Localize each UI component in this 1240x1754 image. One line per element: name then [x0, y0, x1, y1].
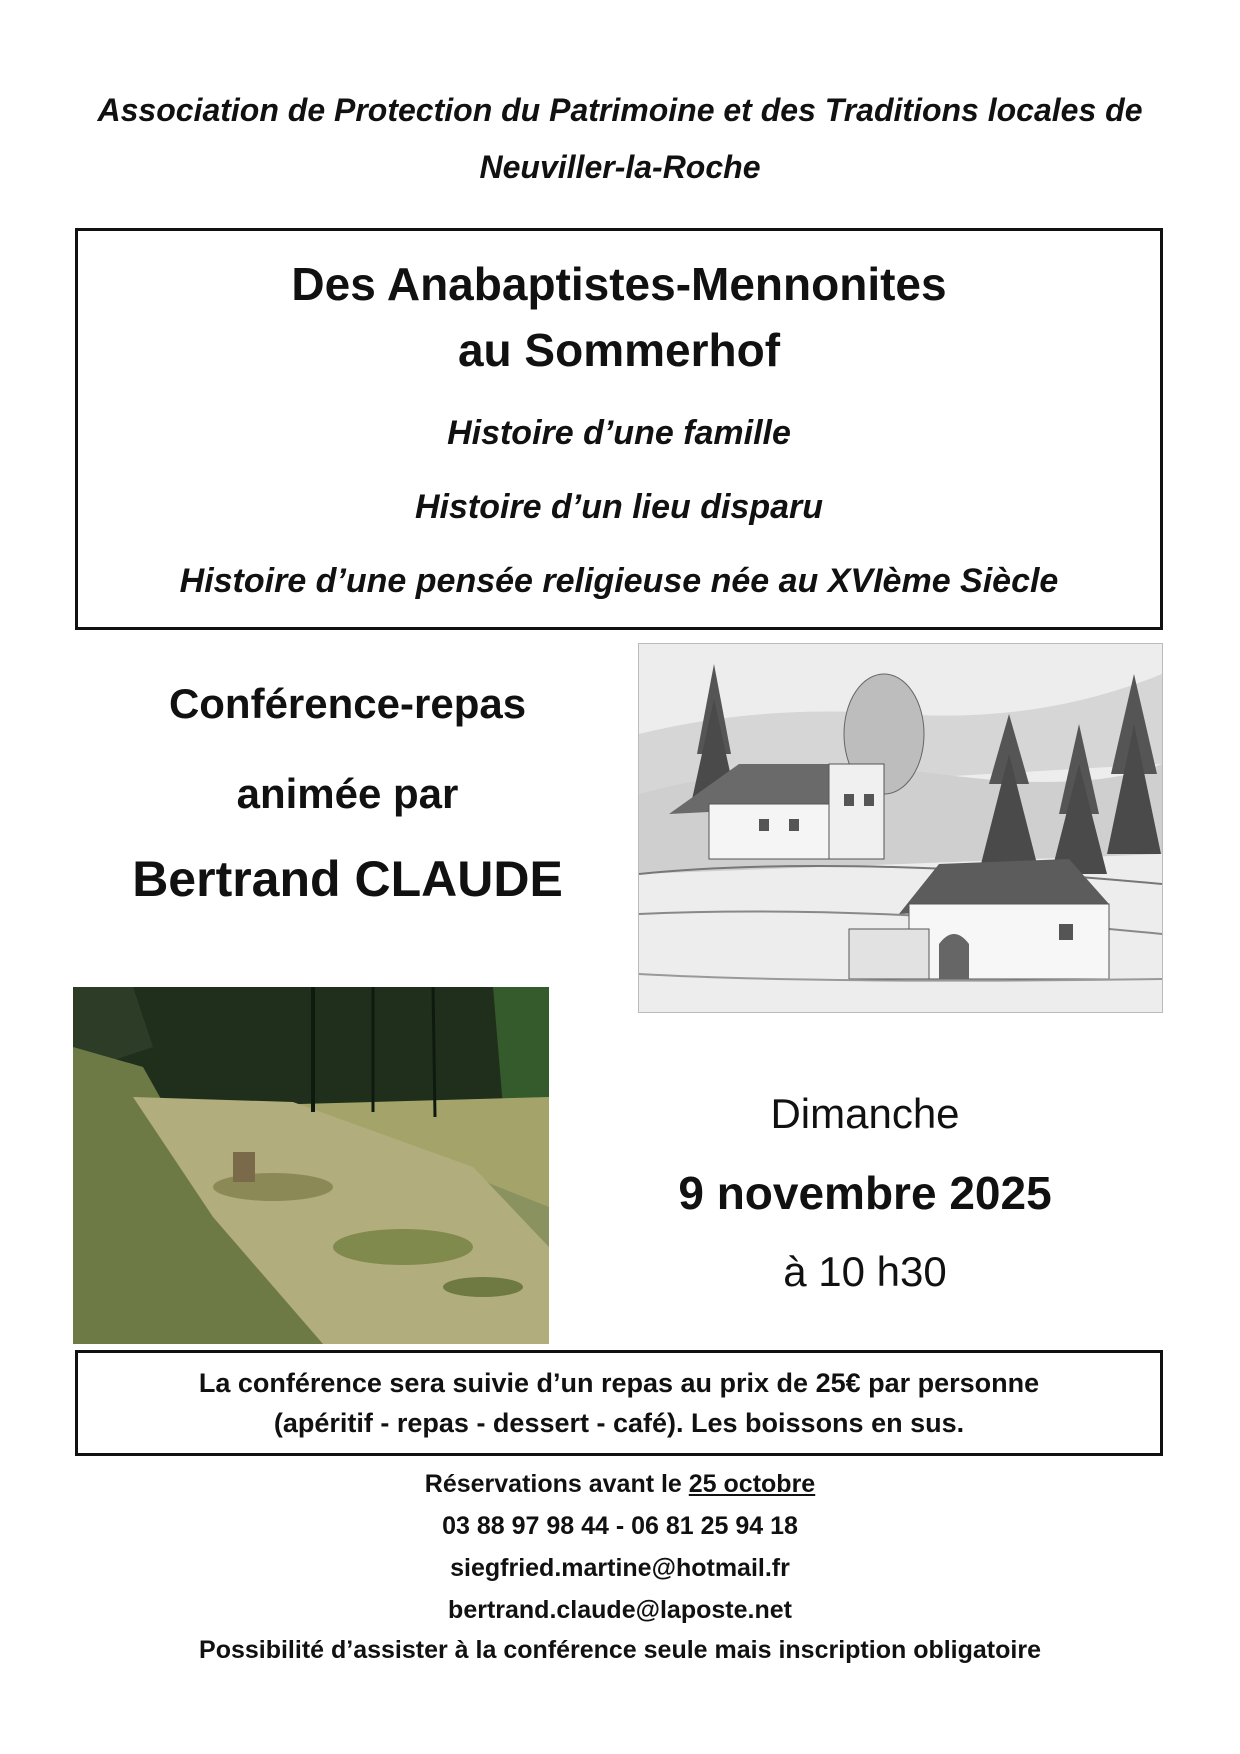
- forest-photo-drawing: [73, 987, 549, 1344]
- association-header: [60, 82, 1180, 196]
- reservations-prefix: Réservations avant le: [424, 1470, 689, 1498]
- event-title: [78, 251, 1160, 383]
- title-box: [75, 228, 1163, 630]
- meal-line-2: (apéritif - repas - dessert - café). Les boissons en sus.: [273, 1408, 965, 1438]
- email-bertrand: bertrand.claude@laposte.net: [448, 1596, 792, 1624]
- event-day: Dimanche: [770, 1090, 960, 1137]
- speaker-name: Bertrand CLAUDE: [132, 851, 563, 907]
- sketch-drawing: [639, 644, 1162, 1012]
- reservations-deadline: 25 octobre: [688, 1470, 816, 1498]
- forest-photo: [73, 987, 549, 1344]
- event-time: à 10 h30: [783, 1248, 947, 1295]
- conference-only-note: Possibilité d’assister à la conférence seule mais inscription obligatoire: [199, 1636, 1041, 1664]
- association-line-1: Association de Protection du Patrimoine et des Traditions locales de: [97, 92, 1143, 128]
- subtitle-religion: Histoire d’une pensée religieuse née au XVIème Siècle: [179, 562, 1059, 600]
- event-title-line-2: au Sommerhof: [457, 324, 781, 376]
- phone-numbers: 03 88 97 98 44 - 06 81 25 94 18: [442, 1512, 798, 1540]
- subtitle-family: Histoire d’une famille: [447, 414, 791, 452]
- event-date: 9 novembre 2025: [678, 1167, 1052, 1219]
- sketch-image: [638, 643, 1163, 1013]
- event-title-line-1: Des Anabaptistes-Mennonites: [291, 258, 947, 310]
- meal-info-box: [75, 1350, 1163, 1456]
- association-line-2: Neuviller-la-Roche: [479, 149, 761, 185]
- contacts-block: [60, 1463, 1180, 1671]
- conference-host-label: animée par: [236, 770, 459, 817]
- subtitle-place: Histoire d’un lieu disparu: [414, 488, 824, 526]
- conference-type: Conférence-repas: [168, 680, 527, 727]
- reservations-line: [60, 1463, 1180, 1505]
- email-martine: siegfried.martine@hotmail.fr: [450, 1554, 790, 1582]
- meal-line-1: La conférence sera suivie d’un repas au prix de 25€ par personne: [198, 1368, 1040, 1398]
